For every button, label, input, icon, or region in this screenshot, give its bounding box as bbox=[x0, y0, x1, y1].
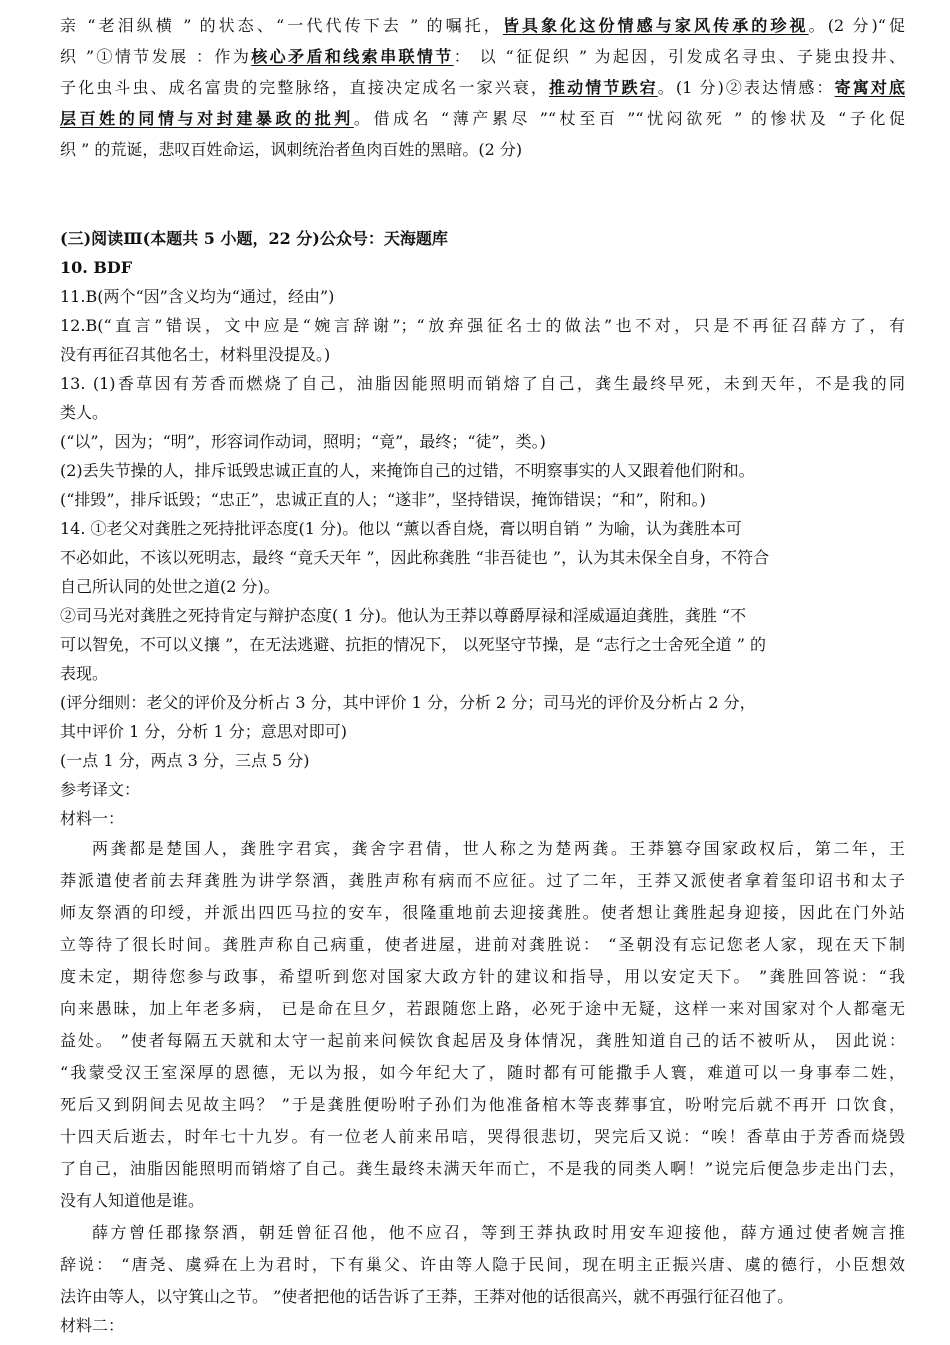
text-line: (2)丢失节操的人，排斥诋毁忠诚正直的人，来掩饰自己的过错，不明察事实的人又跟着他们附和。 bbox=[60, 461, 755, 480]
answer-14 bbox=[60, 514, 905, 833]
underlined-key-phrase: 核心矛盾和线索串联情节 bbox=[251, 47, 454, 66]
text-line: 13. (1)香草因有芳香而燃烧了自己，油脂因能照明而销熔了自己，龚生最终早死，未到天年，不是我的同 bbox=[60, 374, 905, 393]
material-2-title: 材料二： bbox=[60, 1316, 125, 1335]
top-paragraph bbox=[60, 10, 905, 165]
text-line: 亲 “老泪纵横 ” 的状态、“一代代传下去 ” 的嘱托，皆具象化这份情感与家风传承的珍视。(2 分)“促 bbox=[60, 16, 905, 35]
section-title: (三)阅读Ⅲ(本题共 5 小题，22 分)公众号：天海题库 bbox=[60, 229, 448, 248]
text-line: 12.B(“直言”错误，文中应是“婉言辞谢”；“放弃强征名士的做法”也不对，只是不再征召薛方了，有 bbox=[60, 316, 905, 335]
reference-translation-title: 参考译文： bbox=[60, 780, 141, 799]
text-line: “我蒙受汉王室深厚的恩德，无以为报，如今年纪大了，随时都有可能撒手人寰，难道可以一身事奉二姓， bbox=[60, 1063, 905, 1082]
text-line: 益处。 ”使者每隔五天就和太守一起前来问候饮食起居及身体情况，龚胜知道自己的话不被听从， 因此说： bbox=[60, 1031, 905, 1050]
text-line: 子化虫斗虫、成名富贵的完整脉络，直接决定成名一家兴衰，推动情节跌宕。(1 分)②表达情感：寄寓对底 bbox=[60, 78, 905, 97]
text-line: 可以智免，不可以义攘 ”，在无法逃避、抗拒的情况下， 以死坚守节操，是 “志行之士舍死全道 ” 的 bbox=[60, 635, 766, 654]
underlined-key-phrase: 推动情节跌宕 bbox=[549, 78, 658, 97]
text-line: (“以”，因为；“明”，形容词作动词，照明；“竟”，最终；“徒”，类。) bbox=[60, 432, 546, 451]
answer-11: 11.B(两个“因”含义均为“通过，经由”) bbox=[60, 287, 335, 306]
text-line: 14. ①老父对龚胜之死持批评态度(1 分)。他以 “薰以香自烧，膏以明自销 ” 为喻，认为龚胜本可 bbox=[60, 519, 742, 538]
text-line: 类人。 bbox=[60, 403, 109, 422]
underlined-key-phrase: 寄寓对底 bbox=[834, 78, 905, 97]
text-line: 没有再征召其他名士，材料里没提及。) bbox=[60, 345, 331, 364]
translation-paragraph-1 bbox=[60, 833, 905, 1217]
text-line: (评分细则：老父的评价及分析占 3 分，其中评价 1 分，分析 2 分；司马光的评价及分析占 2 分， bbox=[60, 693, 756, 712]
material-1-title: 材料一： bbox=[60, 809, 125, 828]
text-line: 薛方曾任郡掾祭酒，朝廷曾征召他，他不应召，等到王莽执政时用安车迎接他，薛方通过使者婉言推 bbox=[92, 1223, 905, 1242]
text-line: (一点 1 分，两点 3 分，三点 5 分) bbox=[60, 751, 310, 770]
text-line: 不必如此，不该以死明志，最终 “竟夭天年 ”，因此称龚胜 “非吾徒也 ”，认为其未保全自身，不符合 bbox=[60, 548, 770, 567]
translation-paragraph-2 bbox=[60, 1217, 905, 1313]
text-line: 辞说： “唐尧、虞舜在上为君时，下有巢父、许由等人隐于民间，现在明主正振兴唐、虞的德行，小臣想效 bbox=[60, 1255, 905, 1274]
underlined-key-phrase: 层百姓的同情与对封建暴政的批判 bbox=[60, 109, 354, 128]
text-line: 织 ”①情节发展 ：作为核心矛盾和线索串联情节： 以 “征促织 ” 为起因，引发成名寻虫、子毙虫投井、 bbox=[60, 47, 905, 66]
answer-12 bbox=[60, 311, 905, 369]
text-line: 两龚都是楚国人，龚胜字君宾，龚舍字君倩，世人称之为楚两龚。王莽篡夺国家政权后，第二年，王 bbox=[92, 839, 905, 858]
underlined-key-phrase: 皆具象化这份情感与家风传承的珍视 bbox=[502, 16, 809, 35]
answer-10: 10. BDF bbox=[60, 258, 133, 277]
text-line: 自己所认同的处世之道(2 分)。 bbox=[60, 577, 280, 596]
material-2-heading bbox=[60, 1311, 905, 1341]
text-line: 向来愚昧，加上年老多病， 已是命在旦夕，若跟随您上路，必死于途中无疑，这样一来对国家对个人都毫无 bbox=[60, 999, 905, 1018]
answers-block bbox=[60, 253, 905, 311]
text-line: 织 ” 的荒诞，悲叹百姓命运，讽刺统治者鱼肉百姓的黑暗。(2 分) bbox=[60, 140, 523, 159]
section-heading bbox=[60, 224, 905, 253]
text-line: 师友祭酒的印绶，并派出四匹马拉的安车，很隆重地前去迎接龚胜。使者想让龚胜起身迎接，因此在门外站 bbox=[60, 903, 905, 922]
text-line: ②司马光对龚胜之死持肯定与辩护态度( 1 分)。他认为王莽以尊爵厚禄和淫威逼迫龚胜，龚胜 “不 bbox=[60, 606, 747, 625]
text-line: 莽派遣使者前去拜龚胜为讲学祭酒，龚胜声称有病而不应征。过了二年，王莽又派使者拿着玺印诏书和太子 bbox=[60, 871, 905, 890]
text-line: 度未定，期待您参与政事，希望听到您对国家大政方针的建议和指导，用以安定天下。 ”龚胜回答说：“我 bbox=[60, 967, 905, 986]
text-line: 没有人知道他是谁。 bbox=[60, 1191, 205, 1210]
text-line: 立等待了很长时间。龚胜声称自己病重，使者进屋，进前对龚胜说： “圣朝没有忘记您老人家，现在天下制 bbox=[60, 935, 905, 954]
text-line: 法许由等人，以守箕山之节。 ”使者把他的话告诉了王莽，王莽对他的话很高兴，就不再强行征召他了。 bbox=[60, 1287, 794, 1306]
text-line: (“排毁”，排斥诋毁；“忠正”，忠诚正直的人；“遂非”，坚持错误，掩饰错误；“和”，附和。) bbox=[60, 490, 706, 509]
text-line: 其中评价 1 分，分析 1 分；意思对即可) bbox=[60, 722, 347, 741]
text-line: 层百姓的同情与对封建暴政的批判。借成名 “薄产累尽 ”“杖至百 ”“忧闷欲死 ” 的惨状及 “子化促 bbox=[60, 109, 905, 128]
answer-13 bbox=[60, 369, 905, 514]
text-line: 死后又到阴间去见故主吗？ ”于是龚胜便吩咐子孙们为他准备棺木等丧葬事宜，吩咐完后就不再开 口饮食， bbox=[60, 1095, 905, 1114]
text-line: 十四天后逝去，时年七十九岁。有一位老人前来吊唁，哭得很悲切，哭完后又说：“唉！香草由于芳香而烧毁 bbox=[60, 1127, 905, 1146]
text-line: 表现。 bbox=[60, 664, 109, 683]
text-line: 了自己，油脂因能照明而销熔了自己。龚生最终未满天年而亡，不是我的同类人啊！”说完后便急步走出门去， bbox=[60, 1159, 905, 1178]
